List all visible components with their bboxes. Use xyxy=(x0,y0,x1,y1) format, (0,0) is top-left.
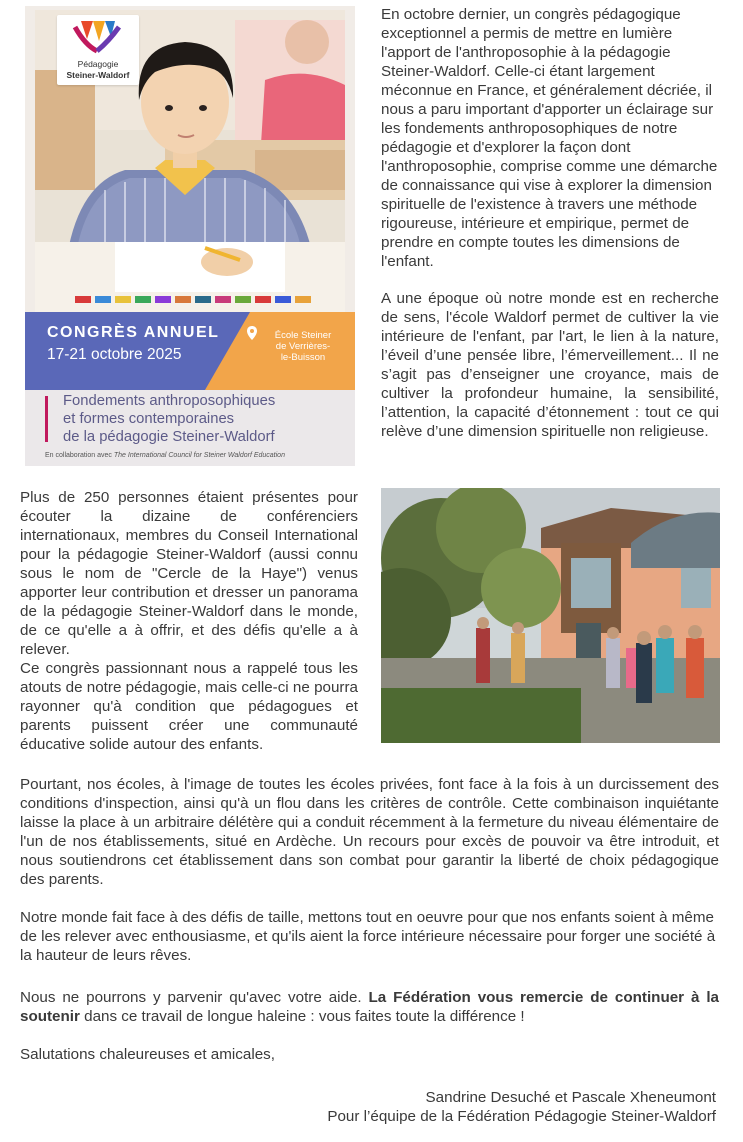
logo-mark-icon xyxy=(57,15,139,59)
epoch-paragraph xyxy=(381,289,719,441)
attendance-text: Plus de 250 personnes étaient présentes pour écouter la dizaine de conférenciers internationaux, membres du Conseil International pour la pédagogie Steiner-Waldorf (aussi connu sous le nom de "Cercle de la Haye") venus apporter leur contribution et dresser un panorama de la pédagogie Steiner-Waldorf dans le monde, de ce qu'elle a à offrir, et des défis qu'elle a à relever. xyxy=(20,489,358,658)
attendance-block xyxy=(20,488,358,754)
help-text-bold: La Fédération vous remercie de continuer à la soutenir xyxy=(20,989,719,1025)
theme-line-1: Fondements anthroposophiques xyxy=(63,393,276,409)
reminder-text: Ce congrès passionnant nous a rappelé tous les atouts de notre pédagogie, mais celle-ci ne pourra rayonner qu'à condition que pédagogues et parents puissent créer une communauté éducative solide autour des enfants. xyxy=(20,660,358,753)
theme-line-2: et formes contemporaines xyxy=(63,411,235,427)
intro-text: En octobre dernier, un congrès pédagogique exceptionnel a permis de mettre en lumière l'apport de l'anthroposophie à la pédagogie Steiner-Waldorf. Celle-ci étant largement méconnue en France, et généralement décriée, il nous a paru important d'apporter un éclairage sur les fondements anthroposophiques de notre pédagogie et d'explorer la façon dont l'anthroposophie, comprise comme une démarche de connaissance qui vise à explorer la dimension spirituelle de l'existence à travers une méthode rigoureuse, intérieure et empirique, permet de prendre en compte toutes les dimensions de l'enfant. xyxy=(381,6,718,270)
theme-accent-bar xyxy=(45,396,48,442)
greeting-paragraph xyxy=(20,1045,719,1064)
congress-poster xyxy=(25,6,355,466)
footer-prefix: En collaboration avec xyxy=(45,452,112,459)
place-line-2: de Verrières- xyxy=(275,341,331,352)
footer-org: The International Council for Steiner Waldorf Education xyxy=(113,452,285,459)
logo-text-line2: Steiner-Waldorf xyxy=(66,70,130,80)
theme-line-3: de la pédagogie Steiner-Waldorf xyxy=(63,429,275,445)
congress-garden-photo xyxy=(381,488,720,743)
congress-dates: 17-21 octobre 2025 xyxy=(47,346,182,363)
intro-paragraph xyxy=(381,5,721,271)
greeting-text: Salutations chaleureuses et amicales, xyxy=(20,1046,275,1063)
place-line-1: École Steiner xyxy=(274,330,332,341)
schools-paragraph xyxy=(20,775,719,889)
location-pin-icon xyxy=(247,326,257,340)
epoch-text: A une époque où notre monde est en recherche de sens, l'école Waldorf permet de cultiver la vie intérieure de l'enfant, par l'art, le lien à la nature, l’éveil d’une pensée libre, l’émerveillement... Il ne s’agit pas d’enseigner une croyance, mais de cultiver la profondeur humaine, la sensibilité, l’attention, la capacité d’étonnement : tout ce qui relève d’une dimension spirituelle non religieuse. xyxy=(381,290,719,440)
place-line-3: le-Buisson xyxy=(280,352,326,363)
logo-text-line1: Pédagogie xyxy=(77,59,119,69)
help-text-suffix: dans ce travail de longue haleine : vous faites toute la différence ! xyxy=(79,1008,525,1025)
poster-theme-block xyxy=(25,390,355,466)
poster-event-band xyxy=(25,312,355,390)
steiner-waldorf-logo xyxy=(57,15,139,85)
poster-footer xyxy=(45,452,285,459)
congress-title: CONGRÈS ANNUEL xyxy=(47,324,220,341)
world-paragraph xyxy=(20,908,719,965)
world-text: Notre monde fait face à des défis de taille, mettons tout en oeuvre pour que nos enfants soient à même de les relever avec enthousiasme, et qu'ils aient la force intérieure nécessaire pour forger une société à la hauteur de leurs rêves. xyxy=(20,909,716,964)
signature-names: Sandrine Desuché et Pascale Xheneumont xyxy=(425,1089,716,1106)
signature-team: Pour l’équipe de la Fédération Pédagogie Steiner-Waldorf xyxy=(327,1108,716,1125)
garden-scene-illustration xyxy=(381,488,720,743)
help-text-prefix: Nous ne pourrons y parvenir qu'avec votre aide. xyxy=(20,989,369,1006)
schools-text: Pourtant, nos écoles, à l'image de toutes les écoles privées, font face à la fois à un durcissement des conditions d'inspection, ainsi qu'à un flou dans les critères de contrôle. Cette combinaison inquiétante laisse la place à un arbitraire délétère qui a conduit récemment à la fermeture du niveau élémentaire de l'un de nos établissements, situé en Ardèche. Un recours pour excès de pouvoir va être introduit, et nous soutiendrons cet établissement dans son combat pour garantir la liberté de choix pédagogique des parents. xyxy=(20,776,719,888)
help-paragraph xyxy=(20,988,719,1026)
